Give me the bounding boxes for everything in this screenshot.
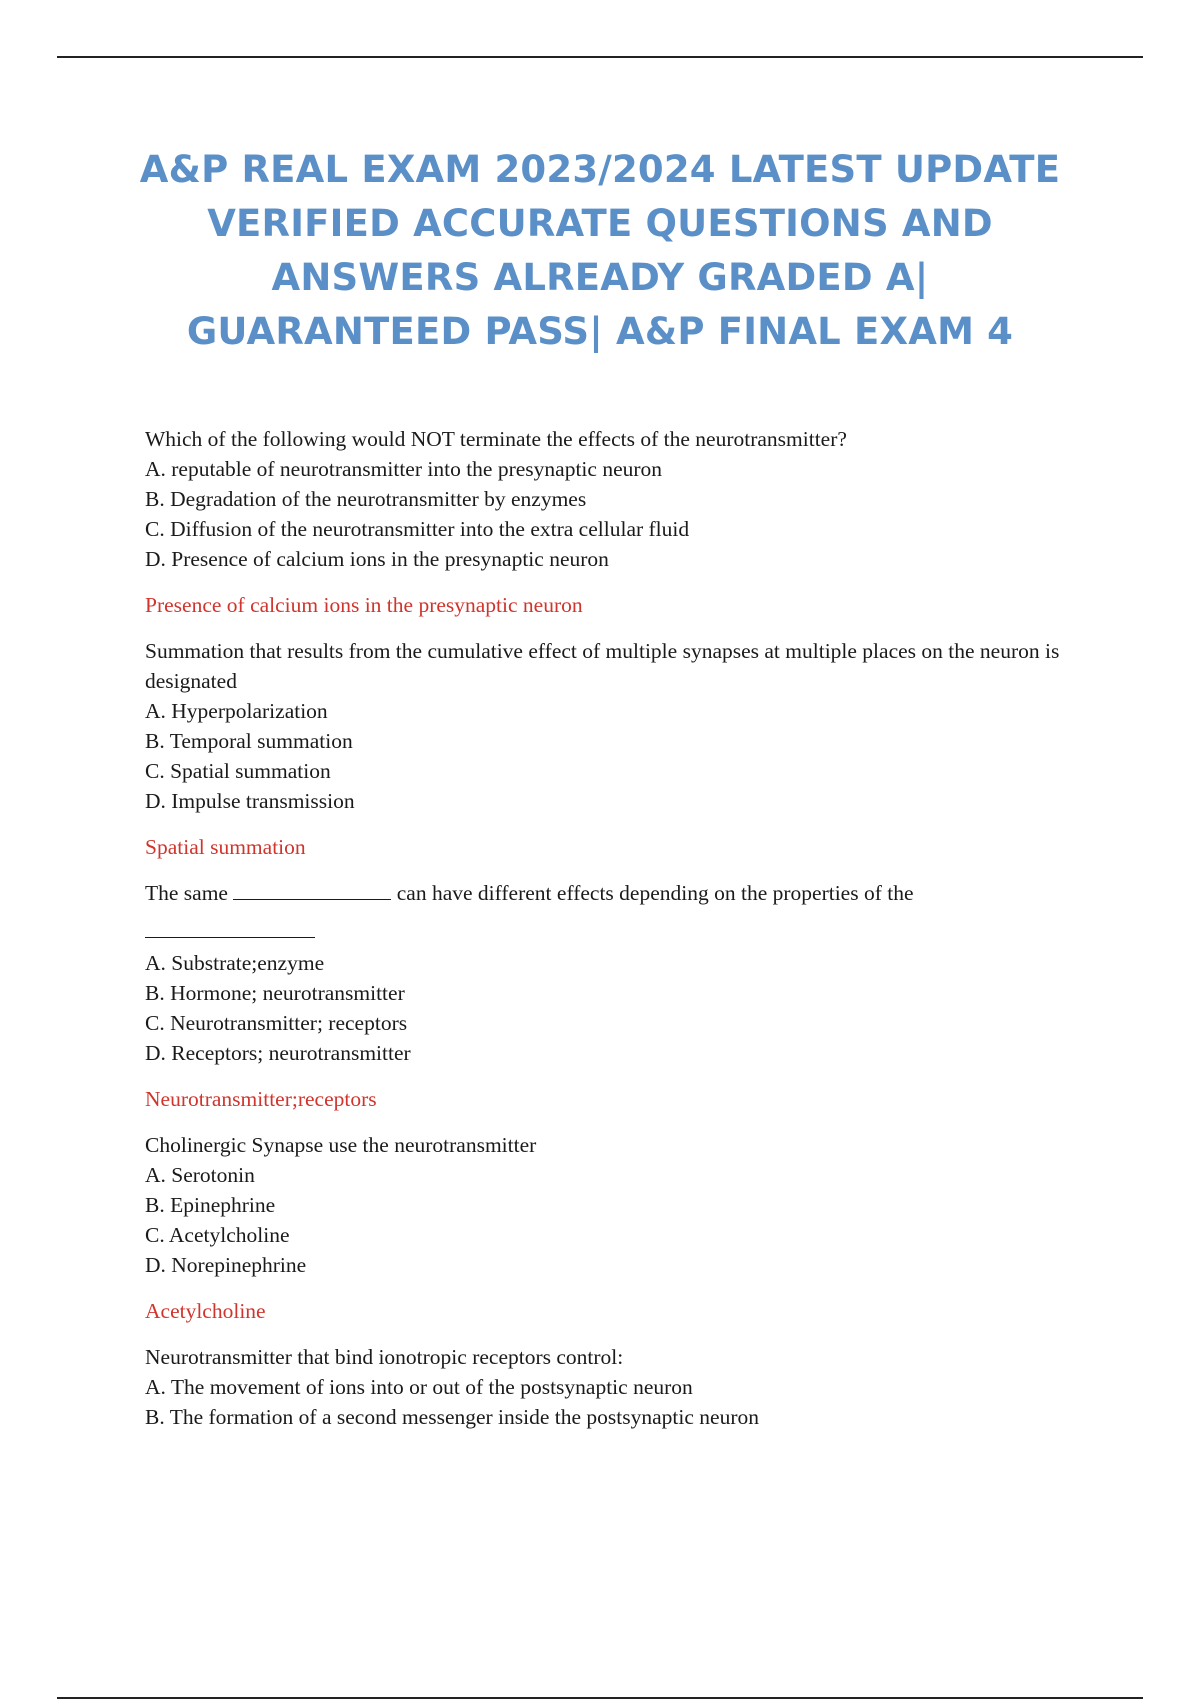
question-text [145,878,1095,908]
answer-text: Spatial summation [145,835,306,859]
option: C. Diffusion of the neurotransmitter into the extra cellular fluid [145,517,690,541]
title-line: VERIFIED ACCURATE QUESTIONS AND [207,202,993,245]
questions-list [145,424,1095,1448]
option: A. Serotonin [145,1163,255,1187]
title-line: A&P REAL EXAM 2023/2024 LATEST UPDATE [139,148,1061,191]
answer-text: Acetylcholine [145,1299,266,1323]
option: B. Temporal summation [145,729,353,753]
top-rule [57,56,1143,58]
answer-text: Presence of calcium ions in the presynaptic neuron [145,593,583,617]
title-line: GUARANTEED PASS| A&P FINAL EXAM 4 [186,310,1014,353]
fill-in-blank [145,908,315,938]
question-block [145,878,1095,1068]
question-block [145,1130,1095,1280]
question-text: Neurotransmitter that bind ionotropic receptors control: [145,1345,624,1369]
option: D. Norepinephrine [145,1253,307,1277]
question-block [145,424,1095,574]
question-text-part: The same [145,881,228,905]
document-title [100,143,1100,359]
option: B. The formation of a second messenger inside the postsynaptic neuron [145,1405,759,1429]
question-text: Cholinergic Synapse use the neurotransmitter [145,1133,537,1157]
option: D. Receptors; neurotransmitter [145,1041,411,1065]
bottom-rule [57,1697,1143,1699]
answer-text: Neurotransmitter;receptors [145,1087,377,1111]
question-block [145,636,1095,816]
fill-in-blank [233,881,391,900]
option: D. Presence of calcium ions in the presynaptic neuron [145,547,609,571]
option: C. Acetylcholine [145,1223,290,1247]
option: B. Hormone; neurotransmitter [145,981,405,1005]
option: A. reputable of neurotransmitter into the presynaptic neuron [145,457,663,481]
option: A. Substrate;enzyme [145,951,325,975]
option: A. Hyperpolarization [145,699,328,723]
option: A. The movement of ions into or out of the postsynaptic neuron [145,1375,693,1399]
title-line: ANSWERS ALREADY GRADED A| [271,256,929,299]
question-text: Summation that results from the cumulative effect of multiple synapses at multiple places on the neuron is designated [145,639,1060,693]
option: D. Impulse transmission [145,789,355,813]
question-text: Which of the following would NOT terminate the effects of the neurotransmitter? [145,427,847,451]
option: B. Degradation of the neurotransmitter by enzymes [145,487,587,511]
option: C. Neurotransmitter; receptors [145,1011,408,1035]
option: B. Epinephrine [145,1193,276,1217]
option: C. Spatial summation [145,759,331,783]
question-text-part: can have different effects depending on the properties of the [396,881,914,905]
question-block [145,1342,1095,1432]
